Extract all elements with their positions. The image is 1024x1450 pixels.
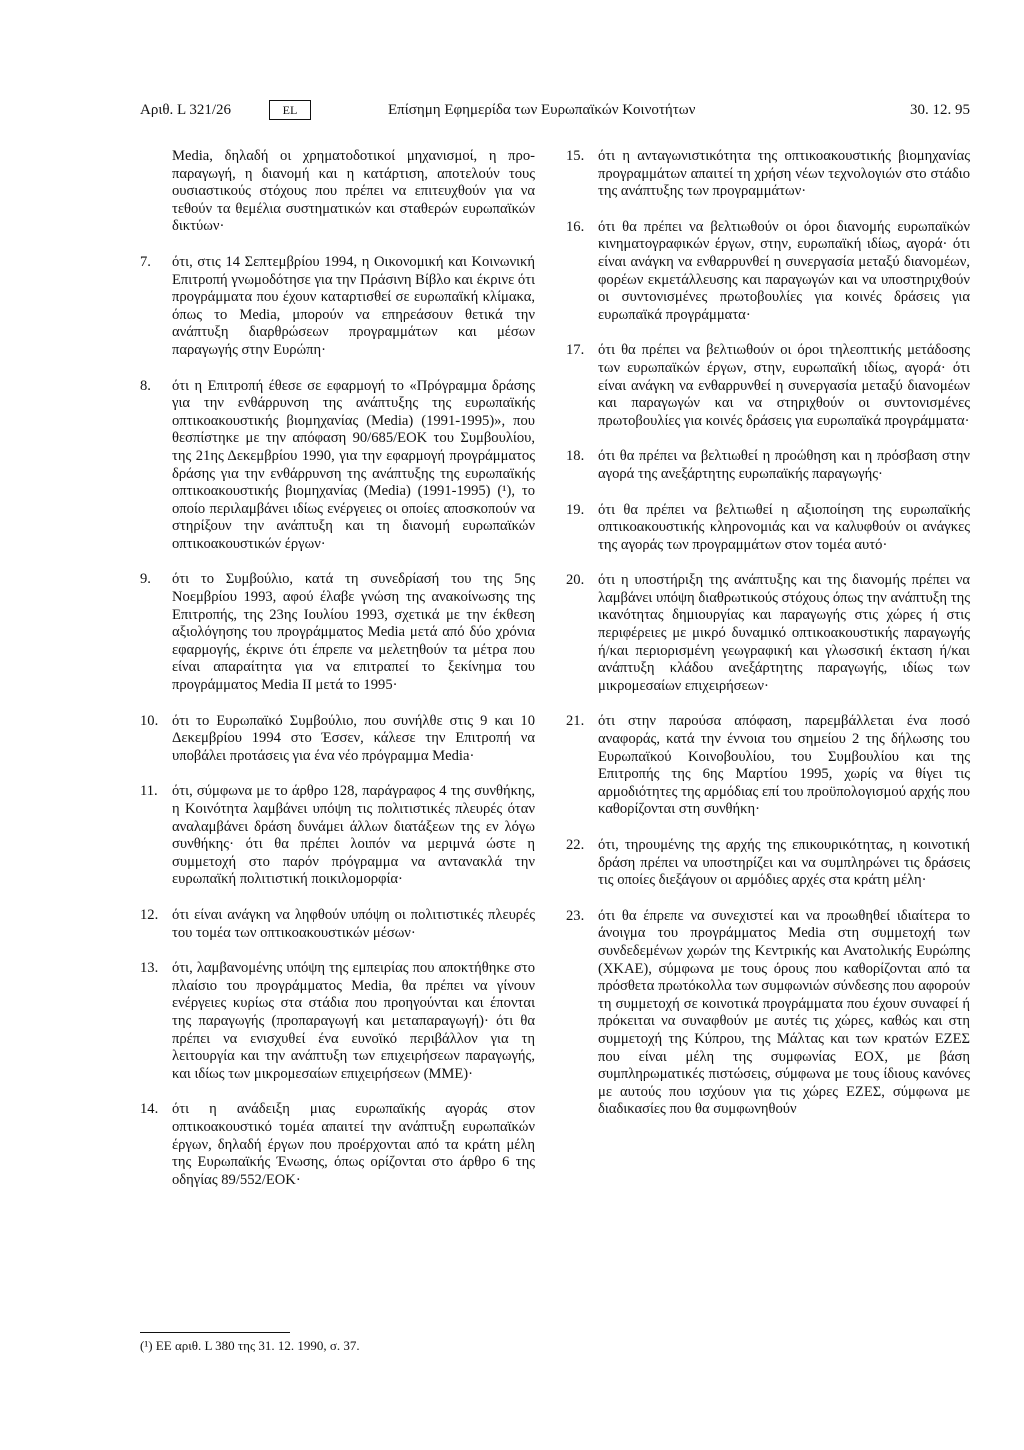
recital-text: ότι, τηρουμένης της αρχής της επικουρικότητας, η κοινοτική δράση πρέπει να υποστηρίζει και να συμπληρώνει τις δράσεις τις οποίες διεξάγουν οι αρμόδιες αρχές στα κράτη μέλη· [598,837,970,889]
recital-text: ότι θα πρέπει να βελτιωθεί η αξιοποίηση της ευρωπαϊκής οπτικοακουστικής κληρονομιάς και να καλυφθούν οι ανάγκες της αγοράς των προγραμμάτων στον τομέα αυτό· [598,501,970,553]
recital-number: 12. [140,906,159,923]
footnote: (¹) ΕΕ αριθ. L 380 της 31. 12. 1990, σ. 37. [140,1338,360,1353]
recital-number: 9. [140,571,151,588]
recital-17 [566,342,970,430]
recital-number: 14. [140,1101,159,1118]
recital-number: 11. [140,783,158,800]
recital-number: 8. [140,377,151,394]
recital-13 [140,960,535,1083]
recital-number: 18. [566,448,585,465]
recital-text: ότι είναι ανάγκη να ληφθούν υπόψη οι πολιτιστικές πλευρές του τομέα των οπτικοακουστικών μέσων· [172,906,535,941]
recital-14 [140,1101,535,1189]
recital-text: ότι θα πρέπει να βελτιωθούν οι όροι τηλεοπτικής μετάδοσης των ευρωπαϊκών έργων, στην, ευρωπαϊκή ιδίως, αγορά· ότι είναι ανάγκη να ενθαρρυνθεί η συνεργασία μεταξύ διανομέων και παραγωγών και να στηριχθούν οι συντονισμένες πρωτοβουλίες για κοινές δράσεις για ευρωπαϊκά προγράμματα· [598,342,970,429]
recital-22 [566,837,970,890]
recital-8 [140,378,535,554]
recital-number: 7. [140,253,151,270]
recital-number: 23. [566,907,585,924]
footnote-divider [140,1332,290,1333]
recital-number: 19. [566,501,585,518]
recital-number: 10. [140,712,159,729]
recital-number: 16. [566,218,585,235]
recital-text: ότι θα έπρεπε να συνεχιστεί και να προωθηθεί ιδιαίτερα το άνοιγμα του προγράμματος Media στη συμμετοχή των συνδεδεμένων χωρών της Κεντρικής και Ανατολικής Ευρώπης (ΧΚΑΕ), σύμφωνα με τους όρους που καθορίζονται από τα πρόσθετα πρωτόκολλα των συμφωνιών σύνδεσης που αφορούν τη συμμετοχή σε κοινοτικά προγράμματα που έχουν συναφεί ή πρόκειται να συναφθούν με αυτές τις χώρες, καθώς και στη συμμετοχή της Κύπρου, της Μάλτας και των κρατών ΕΖΕΣ που είναι μέλη της συμφωνίας ΕΟΧ, με βάση συμπληρωματικές πιστώσεις, σύμφωνα με τους ίδιους κανόνες με αυτούς που ισχύουν για τις χώρες ΕΖΕΣ, σύμφωνα με διαδικασίες που θα συμφωνηθούν [598,907,970,1118]
left-column [140,148,535,1207]
continued-paragraph [140,148,535,236]
recital-text: ότι θα πρέπει να βελτιωθούν οι όροι διανομής ευρωπαϊκών κινηματογραφικών έργων, στην, ευρωπαϊκή ιδίως, αγορά· ότι είναι ανάγκη να ενθαρρυνθεί η συνεργασία μεταξύ διανομέων, φορέων εκμετάλλευσης και παραγωγών και να υποστηριχθούν οι συντονισμένες πρωτοβουλίες για κοινές δράσεις για ευρωπαϊκά προγράμματα· [598,218,970,323]
recital-text: ότι, λαμβανομένης υπόψη της εμπειρίας που αποκτήθηκε στο πλαίσιο του προγράμματος Media, θα πρέπει να γίνουν ενέργειες κυρίως στα στάδια που προηγούνται και έπονται της παραγωγής (προπαραγωγή και μεταπαραγωγή)· ότι θα πρέπει να ενισχυθεί ένα ευνοϊκό περιβάλλον για τη λειτουργία και την ανάπτυξη των επιχειρήσεων παραγωγής, και ιδίως των μικρομεσαίων επιχειρήσεων (ΜΜΕ)· [172,960,535,1082]
recital-text: ότι, στις 14 Σεπτεμβρίου 1994, η Οικονομική και Κοινωνική Επιτροπή γνωμοδότησε για την Πράσινη Βίβλο και έκρινε ότι προγράμματα που έχουν καταρτισθεί σε ευρωπαϊκή κλίμακα, όπως το Media, μπορούν να επηρεάσουν θετικά την ανάπτυξη διαρθρώσεων προγραμμάτων και μέσων παραγωγής στην Ευρώπη· [172,253,535,358]
journal-reference: Αριθ. L 321/26 [140,102,232,118]
publication-date: 30. 12. 95 [910,102,970,118]
recital-text: ότι στην παρούσα απόφαση, παρεμβάλλεται ένα ποσό αναφοράς, κατά την έννοια του σημείου 2 της δήλωσης του Ευρωπαϊκού Κοινοβουλίου, του Συμβουλίου και της Επιτροπής της 6ης Μαρτίου 1995, χωρίς να θίγει τις αρμοδιότητες της αρμόδιας επί του προϋπολογισμού αρχής που καθορίζονται στη συνθήκη· [598,713,970,818]
recital-number: 22. [566,837,585,853]
recital-number: 21. [566,713,585,730]
paragraph-text: Media, δηλαδή οι χρηματοδοτικοί μηχανισμοί, η προ-παραγωγή, η διανομή και η κατάρτιση, αποτελούν τους ουσιαστικούς στόχους που πρέπει να επιτευχθούν για να τεθούν τα θεμέλια συστηματικών και σταθερών ευρωπαϊκών δικτύων· [172,148,535,235]
recital-text: ότι το Ευρωπαϊκό Συμβούλιο, που συνήλθε στις 9 και 10 Δεκεμβρίου 1994 στο Έσσεν, κάλεσε την Επιτροπή να υποβάλει προτάσεις για ένα νέο πρόγραμμα Media· [172,712,535,764]
recital-number: 15. [566,148,585,164]
recital-19 [566,502,970,555]
recital-11 [140,783,535,889]
language-code-box: EL [269,100,311,120]
recital-number: 17. [566,342,585,359]
recital-7 [140,254,535,360]
recital-text: ότι, σύμφωνα με το άρθρο 128, παράγραφος 4 της συνθήκης, η Κοινότητα λαμβάνει υπόψη τις πολιτιστικές πλευρές όταν αναλαμβάνει δράση δυνάμει άλλων διατάξεων της εν λόγω συνθήκης· ότι θα πρέπει λοιπόν να μεριμνά ώστε η συμμετοχή στο παρόν πρόγραμμα να αντανακλά την ευρωπαϊκή πολιτιστική ποικιλομορφία· [172,783,535,888]
recital-15 [566,148,970,201]
recital-16 [566,219,970,325]
recital-text: ότι η Επιτροπή έθεσε σε εφαρμογή το «Πρόγραμμα δράσης για την ενθάρρυνση της ανάπτυξης της ευρωπαϊκής οπτικοακουστικής βιομηχανίας (Media) (1991-1995)», που θεσπίστηκε με την απόφαση 90/685/ΕΟΚ του Συμβουλίου, της 21ης Δεκεμβρίου 1990, για την εφαρμογή προγράμματος δράσης για την ενθάρρυνση της ανάπτυξης της ευρωπαϊκής οπτικοακουστικής βιομηχανίας (Media) (1991-1995) (¹), το οποίο περιλαμβάνει ιδίως ενέργειες οι οποίες αποσκοπούν να στηρίξουν την ανάπτυξη και τη διανομή ευρωπαϊκών οπτικοακουστικών έργων· [172,377,535,552]
recital-9 [140,571,535,694]
recital-text: ότι η ανάδειξη μιας ευρωπαϊκής αγοράς στον οπτικοακουστικό τομέα απαιτεί την ανάπτυξη ευρωπαϊκών έργων, δηλαδή έργων που προέρχονται από τα κράτη μέλη της Ευρωπαϊκής Ένωσης, όπως ορίζονται στο άρθρο 6 της οδηγίας 89/552/ΕΟΚ· [172,1101,535,1188]
recital-23 [566,908,970,1119]
recital-10 [140,713,535,766]
journal-title: Επίσημη Εφημερίδα των Ευρωπαϊκών Κοινοτήτων [388,102,696,118]
recital-18 [566,448,970,483]
recital-20 [566,572,970,695]
recital-number: 13. [140,960,159,977]
recital-21 [566,713,970,819]
right-column [566,148,970,1137]
recital-text: ότι η ανταγωνιστικότητα της οπτικοακουστικής βιομηχανίας προγραμμάτων απαιτεί τη χρήση νέων τεχνολογιών στο στάδιο της ανάπτυξης των προγραμμάτων· [598,148,970,200]
recital-text: ότι το Συμβούλιο, κατά τη συνεδρίασή του της 5ης Νοεμβρίου 1993, αφού έλαβε γνώση της ανακοίνωσης της Επιτροπής, της 23ης Ιουλίου 1993, σχετικά με την έκθεση αξιολόγησης του προγράμματος Media μετά από δύο χρόνια εφαρμογής, έκρινε ότι έπρεπε να μελετηθούν τα μέτρα που είναι απαραίτητα για να επιτραπεί το ξεκίνημα του προγράμματος Media II μετά το 1995· [172,571,535,694]
recital-number: 20. [566,572,585,589]
recital-text: ότι η υποστήριξη της ανάπτυξης και της διανομής πρέπει να λαμβάνει υπόψη διαθρωτικούς στόχους όπως την ανάπτυξη της ικανότητας δημιουργίας και παραγωγής στις χώρες ή στις περιφέρειες με μικρό δυναμικό οπτικοακουστικής παραγωγής ή/και περιορισμένη γεωγραφική και γλωσσική έκταση ή/και ανάπτυξη κλάδου ανεξάρτητης παραγωγής, ιδίως των μικρομεσαίων επιχειρήσεων· [598,572,970,694]
recital-12 [140,907,535,942]
page-header [140,100,970,124]
recital-text: ότι θα πρέπει να βελτιωθεί η προώθηση και η πρόσβαση στην αγορά της ανεξάρτητης ευρωπαϊκής παραγωγής· [598,448,970,482]
